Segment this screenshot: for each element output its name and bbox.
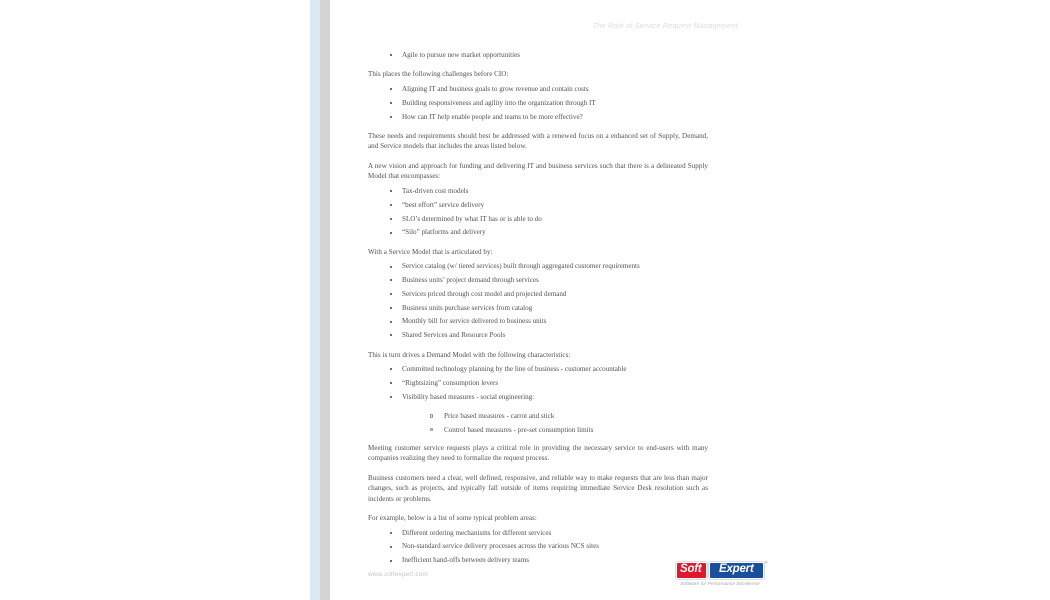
paragraph-demand-model-intro: This is turn drives a Demand Model with the following characteristics:: [368, 350, 571, 359]
list-item: How can IT help enable people and teams to be more effective?: [368, 112, 708, 122]
list-item: Services priced through cost model and projected demand: [368, 289, 708, 299]
document-page: [330, 0, 1050, 600]
running-header: The Role of Service Request Management: [592, 21, 738, 30]
softexpert-logo: [676, 559, 768, 587]
page-footer: [368, 540, 768, 600]
list-item: Different ordering mechanisms for different services: [368, 528, 708, 538]
logo-soft-block: [676, 562, 707, 579]
list-item: SLO’s determined by what IT has or is able to do: [368, 214, 708, 224]
list-item: Shared Services and Resource Pools: [368, 330, 708, 340]
viewer-gutter-highlight: [310, 0, 320, 600]
list-item: Committed technology planning by the line of business - customer accountable: [368, 364, 708, 374]
logo-wordmark: [676, 559, 768, 579]
paragraph-meeting-requests: Meeting customer service requests plays a critical role in providing the necessary service to end-users with many companies realizing they need to formalize the request process.: [368, 443, 708, 463]
bullet-list-challenges: [368, 84, 708, 122]
list-item: Agile to pursue new market opportunities: [368, 50, 708, 60]
paragraph-service-model-intro: With a Service Model that is articulated by:: [368, 247, 493, 256]
paragraph-problem-areas-intro: For example, below is a list of some typical problem areas:: [368, 514, 537, 523]
bullet-list-demand-model: [368, 364, 708, 402]
footer-website-url[interactable]: www.softexpert.com: [368, 571, 428, 578]
list-item: Monthly bill for service delivered to business units: [368, 316, 708, 326]
list-item: Building responsiveness and agility into the organization through IT: [368, 98, 708, 108]
bullet-list-opportunities: [368, 50, 708, 60]
logo-expert-block: [709, 562, 764, 579]
list-item: Visibility based measures - social engineering:: [368, 392, 708, 402]
document-body: [368, 50, 708, 577]
list-item: Aligning IT and business goals to grow revenue and contain costs: [368, 84, 708, 94]
logo-word-soft: Soft: [680, 563, 702, 576]
paragraph-new-vision: A new vision and approach for funding and delivering IT and business services such that there is a delineated Supply Model that encompasses:: [368, 161, 708, 181]
list-item: Inefficient hand-offs between delivery teams: [368, 555, 708, 565]
list-item: Non-standard service delivery processes across the various NCS sites: [368, 541, 708, 551]
viewer-gutter-shadow: [320, 0, 330, 600]
list-item: Tax-driven cost models: [368, 186, 708, 196]
paragraph-needs-requirements: These needs and requirements should best be addressed with a renewed focus on a enhanced set of Supply, Demand, and Service models that includes the areas listed below.: [368, 131, 708, 151]
list-item: Business units’ project demand through services: [368, 275, 708, 285]
list-item: “Silo” platforms and delivery: [368, 227, 708, 237]
list-item: Business units purchase services from catalog: [368, 303, 708, 313]
sub-bullet-list-visibility-measures: [368, 411, 708, 435]
paragraph-business-customers: Business customers need a clear, well defined, responsive, and reliable way to make requests that are less than major changes, such as projects, and typically fall outside of items requiring immediate Service Desk resolution such as incidents or problems.: [368, 473, 708, 503]
list-item: “best effort” service delivery: [368, 200, 708, 210]
list-item: Service catalog (w/ tiered services) built through aggregated customer requirements: [368, 261, 708, 271]
sub-list-item: Control based measures - pre-set consumption limits: [368, 425, 708, 435]
logo-word-expert: Expert: [718, 563, 754, 576]
sub-list-item: Price based measures - carrot and stick: [368, 411, 708, 421]
logo-tagline: Software for Performance Excellence: [680, 581, 760, 586]
paragraph-challenges-intro: This places the following challenges before CIO:: [368, 70, 509, 79]
bullet-list-supply-model: [368, 186, 708, 238]
list-item: “Rightsizing” consumption levers: [368, 378, 708, 388]
registered-trademark-icon: ®: [764, 559, 768, 565]
bullet-list-service-model: [368, 261, 708, 340]
page-content-area: [368, 0, 768, 600]
